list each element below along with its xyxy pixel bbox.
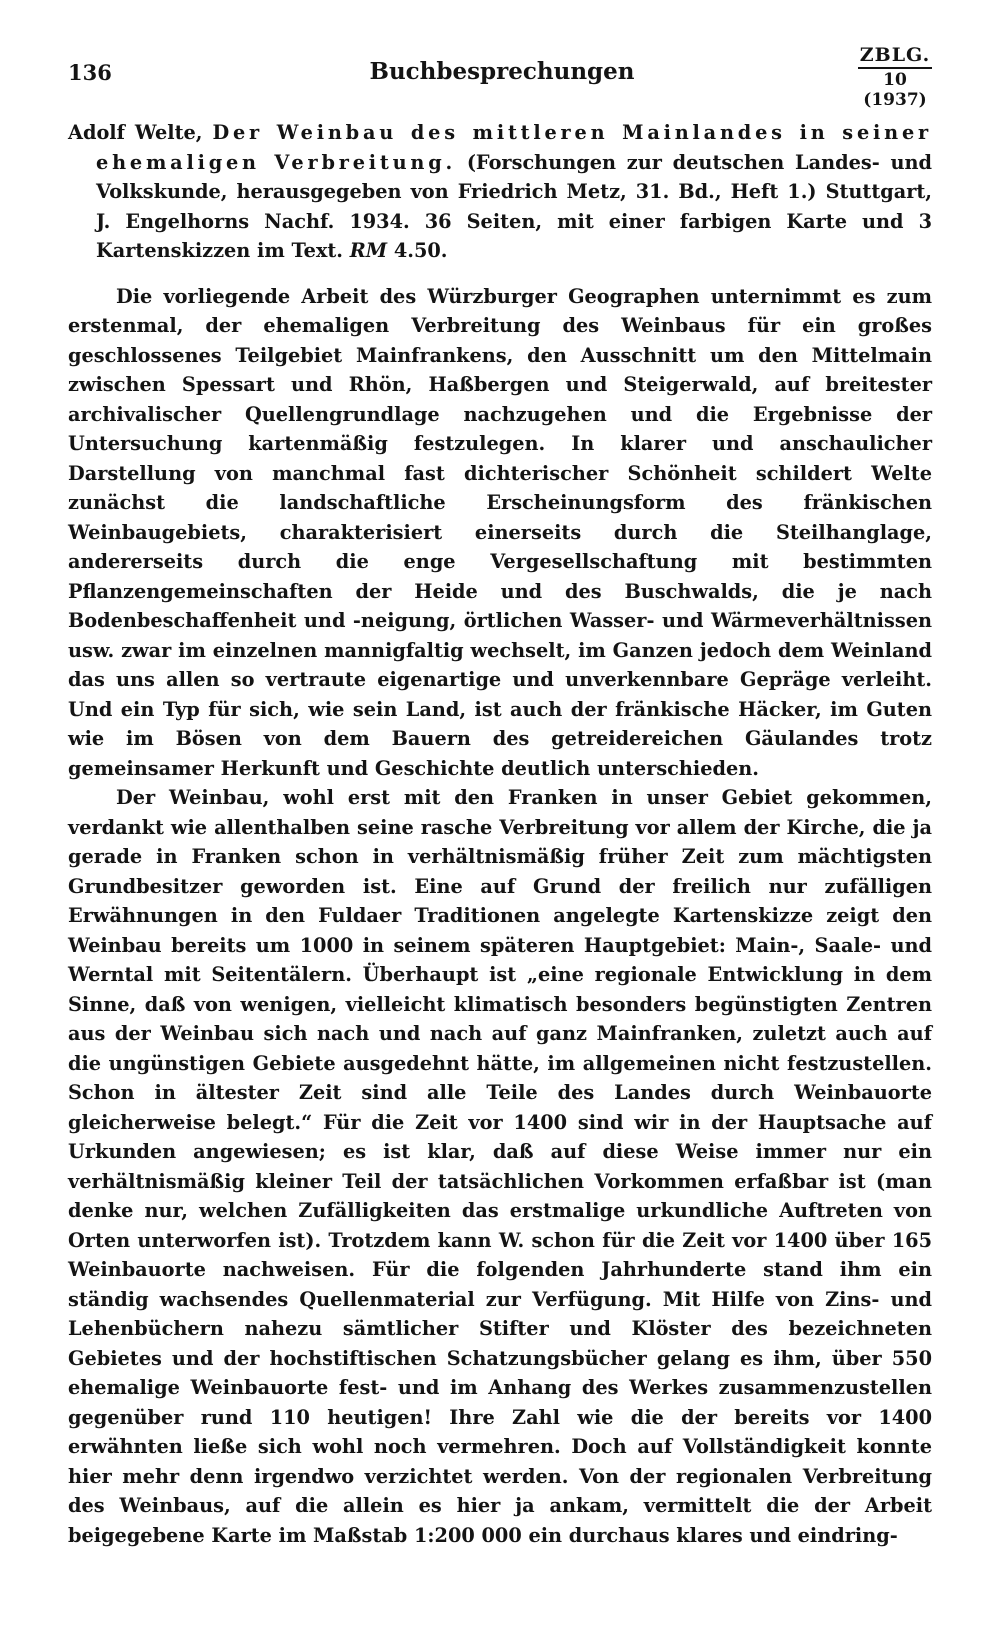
citation-series: (Forschungen zur deutschen Landes- und Volkskunde, herausgegeben von Friedrich Metz, 31. Bd., Heft 1.) <box>96 150 932 203</box>
review-content <box>68 118 932 1550</box>
bibliographic-citation <box>68 118 932 266</box>
citation-title: Der Weinbau des mittleren Mainlandes in seiner ehemaligen Verbreitung. <box>96 121 932 174</box>
citation-publication: Stuttgart, J. Engelhorns Nachf. 1934. 36 Seiten, mit einer farbigen Karte und 3 Kartenskizzen im Text. <box>96 180 932 262</box>
price-currency: RM <box>349 239 388 262</box>
price-value: 4.50. <box>393 239 448 262</box>
running-title: Buchbesprechungen <box>369 58 635 85</box>
journal-volume: 10 (1937) <box>863 70 927 110</box>
citation-author: Adolf Welte, <box>68 121 203 144</box>
page-number: 136 <box>68 60 112 85</box>
review-paragraph-2: Der Weinbau, wohl erst mit den Franken in unser Gebiet gekommen, verdankt wie allenthalben seine rasche Verbreitung vor allem der Kirche, die ja gerade in Franken schon in verhältnismäßig früher Zeit zum mächtigsten Grundbesitzer geworden ist. Eine auf Grund der freilich nur zufälligen Erwähnungen in den Fuldaer Traditionen angelegte Kartenskizze zeigt den Weinbau bereits um 1000 in seinem späteren Hauptgebiet: Main-, Saale- und Werntal mit Seitentälern. Überhaupt ist „eine regionale Entwicklung in dem Sinne, daß von wenigen, vielleicht klimatisch besonders begünstigten Zentren aus der Weinbau sich nach und nach auf ganz Mainfranken, zuletzt auch auf die ungünstigen Gebiete ausgedehnt hätte, im allgemeinen nicht festzustellen. Schon in ältester Zeit sind alle Teile des Landes durch Weinbauorte gleicherweise belegt.“ Für die Zeit vor 1400 sind wir in der Hauptsache auf Urkunden angewiesen; es ist klar, daß auf diese Weise immer nur ein verhältnismäßig kleiner Teil der tatsächlichen Vorkommen erfaßbar ist (man denke nur, welchen Zufälligkeiten das erstmalige urkundliche Auftreten von Orten unterworfen ist). Trotzdem kann W. schon für die Zeit vor 1400 über 165 Weinbauorte nachweisen. Für die folgenden Jahrhunderte stand ihm ein ständig wachsendes Quellenmaterial zur Verfügung. Mit Hilfe von Zins- und Lehenbüchern nahezu sämtlicher Stifter und Klöster des bezeichneten Gebietes und der hochstiftischen Schatzungsbücher gelang es ihm, über 550 ehemalige Weinbauorte fest- und im Anhang des Werkes zusammenzustellen gegenüber rund 110 heutigen! Ihre Zahl wie die der bereits vor 1400 erwähnten ließe sich wohl noch vermehren. Doch auf Vollständigkeit konnte hier mehr denn irgendwo verzichtet werden. Von der regionalen Verbreitung des Weinbaus, auf die allein es hier ja ankam, vermittelt die der Arbeit beigegebene Karte im Maßstab 1:200 000 ein durchaus klares und eindring- <box>68 786 932 1547</box>
running-head <box>68 44 936 110</box>
journal-abbreviation: ZBLG. <box>859 44 931 66</box>
journal-divider <box>858 67 932 69</box>
review-paragraph-1: Die vorliegende Arbeit des Würzburger Geographen unternimmt es zum erstenmal, der ehemaligen Verbreitung des Weinbaus für ein großes geschlossenes Teilgebiet Mainfrankens, den Ausschnitt um den Mittelmain zwischen Spessart und Rhön, Haßbergen und Steigerwald, auf breitester archivalischer Quellengrundlage nachzugehen und die Ergebnisse der Untersuchung kartenmäßig festzulegen. In klarer und anschaulicher Darstellung von manchmal fast dichterischer Schönheit schildert Welte zunächst die landschaftliche Erscheinungsform des fränkischen Weinbaugebiets, charakterisiert einerseits durch die Steilhanglage, andererseits durch die enge Vergesellschaftung mit bestimmten Pflanzengemeinschaften der Heide und des Buschwalds, die je nach Bodenbeschaffenheit und -neigung, örtlichen Wasser- und Wärmeverhältnissen usw. zwar im einzelnen mannigfaltig wechselt, im Ganzen jedoch dem Weinland das uns allen so vertraute eigenartige und unverkennbare Gepräge verleiht. Und ein Typ für sich, wie sein Land, ist auch der fränkische Häcker, im Guten wie im Bösen von dem Bauern des getreidereichen Gäulandes trotz gemeinsamer Herkunft und Geschichte deutlich unterschieden. <box>68 284 932 780</box>
journal-reference <box>854 44 936 110</box>
